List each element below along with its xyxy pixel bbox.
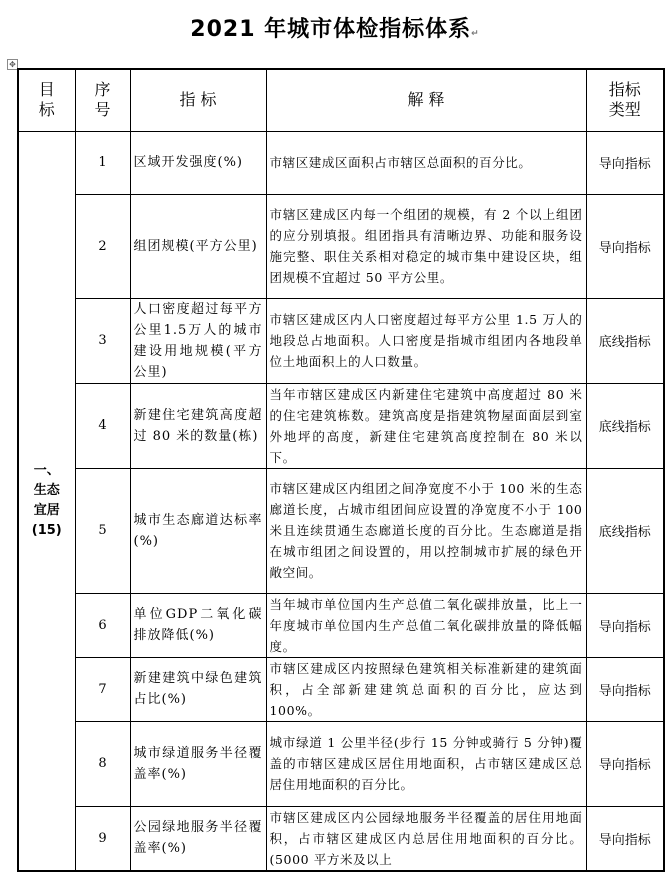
indicator-type: 导向指标 (586, 194, 664, 298)
row-number: 3 (75, 298, 130, 383)
indicator-name: 区域开发强度(%) (130, 131, 266, 194)
indicator-type: 导向指标 (586, 657, 664, 721)
table-row (18, 131, 664, 194)
indicator-type: 底线指标 (586, 383, 664, 468)
header-indicator: 指 标 (130, 69, 266, 131)
header-explanation: 解 释 (266, 69, 586, 131)
table-header-row (18, 69, 664, 131)
table-row (18, 806, 664, 871)
indicator-explanation: 当年市辖区建成区内新建住宅建筑中高度超过 80 米的住宅建筑栋数。建筑高度是指建筑物屋面面层到室外地坪的高度，新建住宅建筑高度控制在 80 米以下。 (266, 383, 586, 468)
indicator-explanation: 城市绿道 1 公里半径(步行 15 分钟或骑行 5 分钟)覆盖的市辖区建成区居住用地面积，占市辖区建成区总居住用地面积的百分比。 (266, 721, 586, 806)
table-row (18, 721, 664, 806)
table-row (18, 383, 664, 468)
header-number: 序 号 (75, 69, 130, 131)
indicator-name: 城市生态廊道达标率(%) (130, 468, 266, 593)
paragraph-mark: ↵ (471, 29, 480, 39)
indicator-name: 人口密度超过每平方公里1.5万人的城市建设用地规模(平方公里) (130, 298, 266, 383)
indicator-name: 新建建筑中绿色建筑占比(%) (130, 657, 266, 721)
row-number: 9 (75, 806, 130, 871)
indicator-type: 底线指标 (586, 468, 664, 593)
page-title: 2021 年城市体检指标体系↵ (190, 17, 480, 42)
indicator-name: 城市绿道服务半径覆盖率(%) (130, 721, 266, 806)
indicator-type: 导向指标 (586, 131, 664, 194)
indicator-name: 组团规模(平方公里) (130, 194, 266, 298)
table-move-handle-icon[interactable]: ✥ (7, 59, 18, 70)
row-number: 8 (75, 721, 130, 806)
row-number: 5 (75, 468, 130, 593)
indicator-explanation: 市辖区建成区内每一个组团的规模，有 2 个以上组团的应分别填报。组团指具有清晰边界、功能和服务设施完整、职住关系相对稳定的城市集中建设区块，组团规模不宜超过 50 平方公里。 (266, 194, 586, 298)
table-row (18, 593, 664, 657)
indicator-type: 导向指标 (586, 806, 664, 871)
table-row (18, 657, 664, 721)
indicator-name: 新建住宅建筑高度超过 80 米的数量(栋) (130, 383, 266, 468)
row-number: 2 (75, 194, 130, 298)
indicator-explanation: 市辖区建成区内公园绿地服务半径覆盖的居住用地面积，占市辖区建成区内总居住用地面积的百分比。(5000 平方米及以上 (266, 806, 586, 871)
table-row (18, 468, 664, 593)
indicator-explanation: 市辖区建成区内按照绿色建筑相关标准新建的建筑面积，占全部新建建筑总面积的百分比，应达到 100%。 (266, 657, 586, 721)
header-type: 指标 类型 (586, 69, 664, 131)
indicator-type: 底线指标 (586, 298, 664, 383)
indicator-name: 公园绿地服务半径覆盖率(%) (130, 806, 266, 871)
indicator-table (17, 68, 665, 872)
indicator-type: 导向指标 (586, 593, 664, 657)
row-number: 7 (75, 657, 130, 721)
indicator-explanation: 市辖区建成区内组团之间净宽度不小于 100 米的生态廊道长度，占城市组团间应设置的净宽度不小于 100 米且连续贯通生态廊道长度的百分比。生态廊道是指在城市组团之间设置的，用以控制城市扩展的绿色开敞空间。 (266, 468, 586, 593)
header-goal: 目 标 (18, 69, 75, 131)
goal-category-cell: 一、 生态 宜居 (15) (18, 131, 75, 871)
row-number: 6 (75, 593, 130, 657)
row-number: 1 (75, 131, 130, 194)
row-number: 4 (75, 383, 130, 468)
indicator-name: 单位GDP二氧化碳排放降低(%) (130, 593, 266, 657)
indicator-explanation: 市辖区建成区面积占市辖区总面积的百分比。 (266, 131, 586, 194)
table-row (18, 298, 664, 383)
indicator-explanation: 市辖区建成区内人口密度超过每平方公里 1.5 万人的地段总占地面积。人口密度是指城市组团内各地段单位土地面积上的人口数量。 (266, 298, 586, 383)
indicator-explanation: 当年城市单位国内生产总值二氧化碳排放量，比上一年度城市单位国内生产总值二氧化碳排放量的降低幅度。 (266, 593, 586, 657)
table-row (18, 194, 664, 298)
indicator-type: 导向指标 (586, 721, 664, 806)
